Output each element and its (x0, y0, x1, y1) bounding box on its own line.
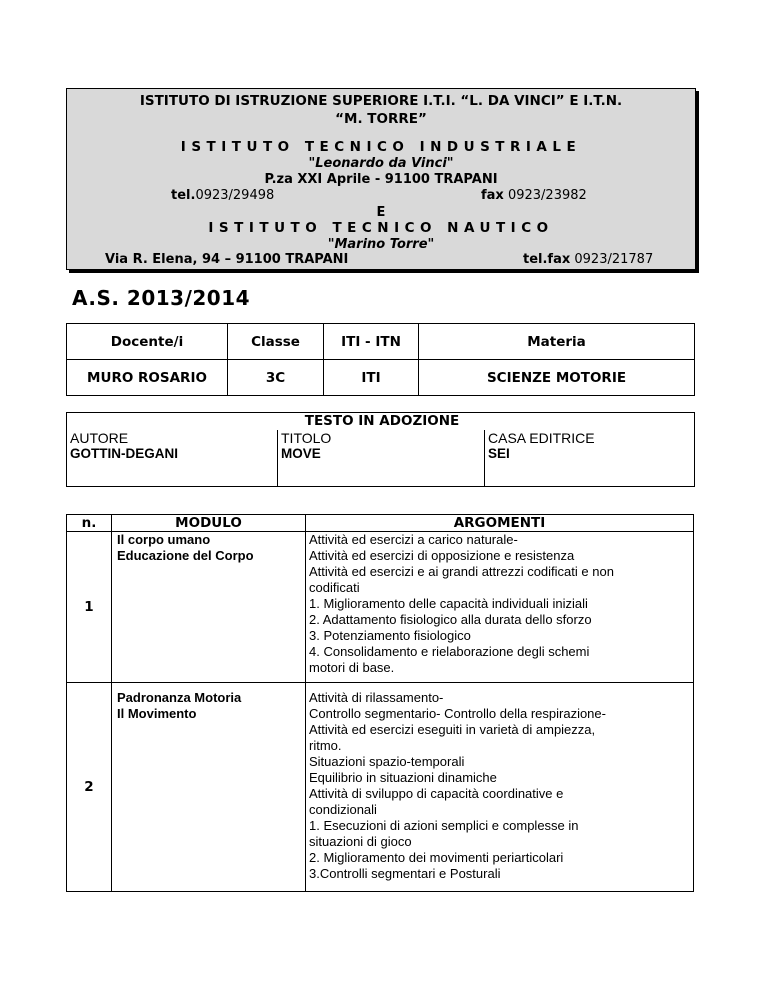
classe-value: 3C (228, 360, 324, 396)
iti-name: "Leonardo da Vinci" (308, 156, 454, 171)
itn-telfax-value: 0923/21787 (574, 252, 654, 267)
program-table (66, 514, 694, 892)
class-info-row (67, 360, 695, 396)
module-number: 2 (67, 683, 112, 892)
program-header-row (67, 515, 694, 532)
school-header (66, 88, 696, 270)
header-classe: Classe (228, 324, 324, 360)
topic-line: Attività ed esercizi eseguiti in varietà di ampiezza, (309, 722, 596, 737)
topic-line: Attività ed esercizi di opposizione e resistenza (309, 548, 575, 563)
topic-line: Attività di sviluppo di capacità coordinative e (309, 786, 564, 801)
publisher-value: SEI (485, 446, 695, 487)
module-title-line: Educazione del Corpo (117, 548, 254, 563)
textbook-heading: TESTO IN ADOZIONE (67, 413, 695, 431)
iti-tel-label: tel. (171, 188, 196, 203)
topic-line: Controllo segmentario- Controllo della respirazione- (309, 706, 606, 721)
header-modulo: MODULO (112, 515, 306, 532)
module-title (112, 683, 306, 892)
author-value: GOTTIN-DEGANI (67, 446, 278, 487)
module-title-line: Il corpo umano (117, 532, 211, 547)
and-separator: E (376, 205, 386, 220)
program-row (67, 532, 694, 683)
topic-line: Situazioni spazio-temporali (309, 754, 465, 769)
itn-address: Via R. Elena, 94 – 91100 TRAPANI (105, 252, 349, 267)
topic-line: 3. Potenziamento fisiologico (309, 628, 471, 643)
topic-line: Equilibrio in situazioni dinamiche (309, 770, 497, 785)
school-title-line2: “M. TORRE” (335, 111, 427, 127)
school-title-line1: ISTITUTO DI ISTRUZIONE SUPERIORE I.T.I. “L. DA VINCI” E I.T.N. (139, 93, 623, 109)
topic-line: 1. Miglioramento delle capacità individuali iniziali (309, 596, 588, 611)
module-title-line: Padronanza Motoria (117, 690, 242, 705)
school-title (67, 92, 695, 128)
topic-line: 4. Consolidamento e rielaborazione degli schemi (309, 644, 590, 659)
iti-tel-value: 0923/29498 (195, 188, 275, 203)
itn-telfax-label: tel.fax (523, 252, 571, 267)
iti-itn-value: ITI (324, 360, 419, 396)
itn-telfax (523, 252, 653, 268)
module-title-line: Il Movimento (117, 706, 197, 721)
topic-line: situazioni di gioco (309, 834, 412, 849)
itn-label: ISTITUTO TECNICO NAUTICO (208, 220, 554, 236)
topic-line: 2. Adattamento fisiologico alla durata dello sforzo (309, 612, 592, 627)
topic-line: 1. Esecuzioni di azioni semplici e complesse in (309, 818, 579, 833)
header-materia: Materia (419, 324, 695, 360)
itn-name: "Marino Torre" (327, 237, 435, 252)
header-argomenti: ARGOMENTI (306, 515, 694, 532)
module-topics (306, 532, 694, 683)
iti-phone (171, 188, 274, 204)
iti-fax (481, 188, 587, 204)
topic-line: Attività ed esercizi a carico naturale- (309, 532, 518, 547)
module-number: 1 (67, 532, 112, 683)
docente-value: MURO ROSARIO (67, 360, 228, 396)
topic-line: 3.Controlli segmentari e Posturali (309, 866, 501, 881)
class-info-header-row (67, 324, 695, 360)
title-value: MOVE (278, 446, 485, 487)
topic-line: 2. Miglioramento dei movimenti periarticolari (309, 850, 564, 865)
class-info-table (66, 323, 695, 396)
iti-fax-value: 0923/23982 (507, 188, 587, 203)
header-iti-itn: ITI - ITN (324, 324, 419, 360)
school-year: A.S. 2013/2014 (72, 286, 251, 310)
header-docente: Docente/i (67, 324, 228, 360)
topic-line: ritmo. (309, 738, 342, 753)
module-topics (306, 683, 694, 892)
topic-line: codificati (309, 580, 360, 595)
topic-line: condizionali (309, 802, 377, 817)
materia-value: SCIENZE MOTORIE (419, 360, 695, 396)
topic-line: Attività di rilassamento- (309, 690, 444, 705)
author-label: AUTORE (67, 430, 278, 446)
topic-line: Attività ed esercizi e ai grandi attrezzi codificati e non (309, 564, 614, 579)
iti-address: P.za XXI Aprile - 91100 TRAPANI (264, 172, 498, 187)
iti-fax-label: fax (481, 188, 504, 203)
program-row (67, 683, 694, 892)
publisher-label: CASA EDITRICE (485, 430, 695, 446)
module-title (112, 532, 306, 683)
textbook-table (66, 412, 695, 487)
topic-line: motori di base. (309, 660, 395, 675)
title-label: TITOLO (278, 430, 485, 446)
iti-label: ISTITUTO TECNICO INDUSTRIALE (180, 139, 582, 155)
header-number: n. (67, 515, 112, 532)
